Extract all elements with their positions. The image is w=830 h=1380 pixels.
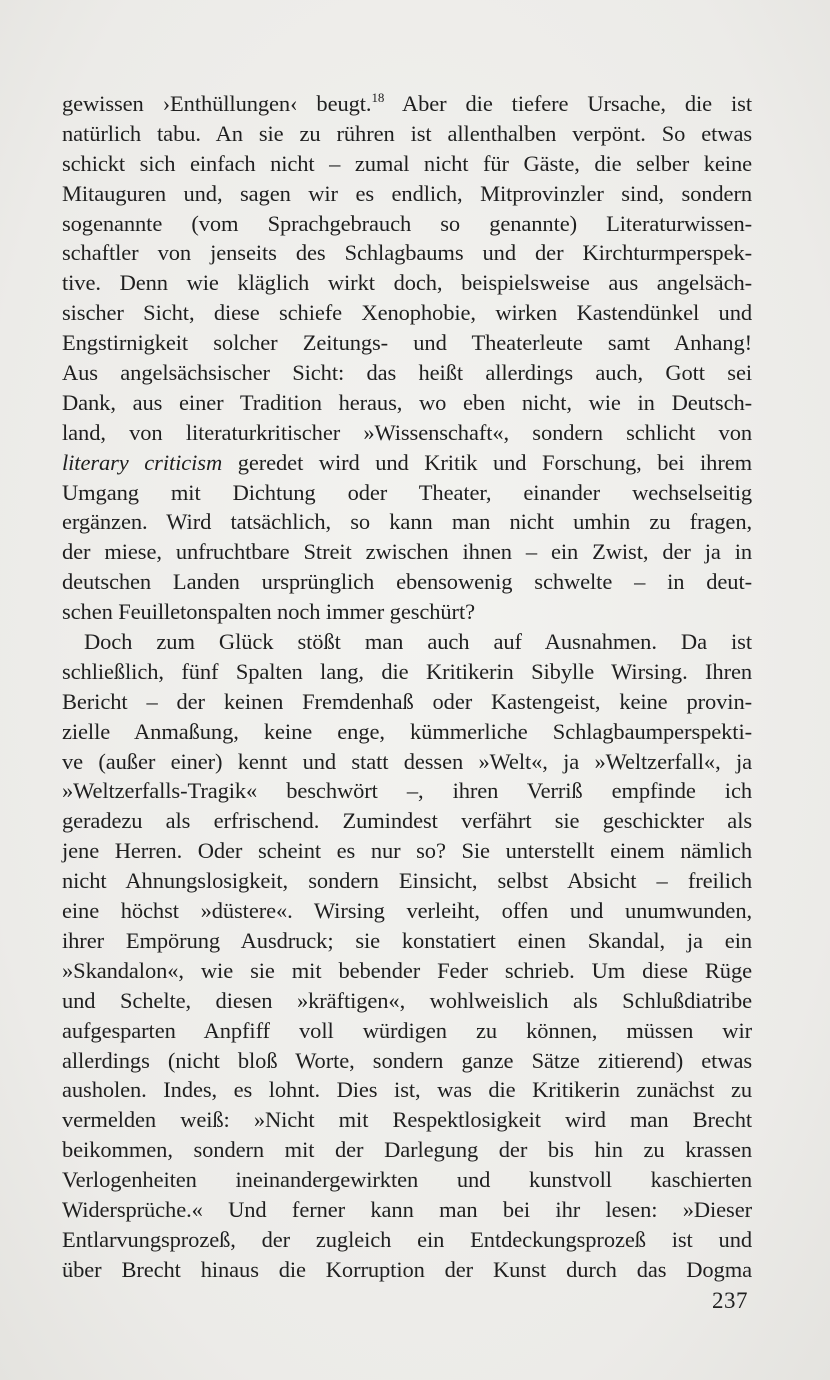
body-text [62,89,752,1285]
text-segment: Mitauguren und, sagen wir es endlich, Mitprovinzler sind, sondern [62,180,752,206]
text-line [62,268,752,298]
text-segment: geradezu als erfrischend. Zumindest verfährt sie geschickter als [62,808,752,834]
text-segment: land, von literaturkritischer »Wissenschaft«, sondern schlicht von [62,419,752,445]
text-line [62,89,752,119]
text-line [62,567,752,597]
text-line [62,866,752,896]
italic-text: literary criticism [62,449,223,475]
text-segment: schen Feuilletonspalten noch immer geschürt? [62,599,475,625]
text-line [62,806,752,836]
text-line [62,926,752,956]
text-segment: Verlogenheiten ineinandergewirkten und kunstvoll kaschierten [62,1167,752,1193]
text-segment: eine höchst »düstere«. Wirsing verleiht, offen und unumwunden, [62,898,752,924]
text-line [62,1105,752,1135]
text-segment: sogenannte (vom Sprachgebrauch so genannte) Literaturwissen- [62,210,752,236]
text-line [62,717,752,747]
text-segment: aufgesparten Anpfiff voll würdigen zu können, müssen wir [62,1017,752,1043]
text-segment: Entlarvungsprozeß, der zugleich ein Entdeckungsprozeß ist und [62,1226,752,1252]
text-segment: deutschen Landen ursprünglich ebensowenig schwelte – in deut- [62,569,752,595]
text-line [62,896,752,926]
text-segment: ergänzen. Wird tatsächlich, so kann man nicht umhin zu fragen, [62,509,752,535]
text-line [62,1016,752,1046]
page-number: 237 [712,1288,748,1313]
text-segment: Dank, aus einer Tradition heraus, wo eben nicht, wie in Deutsch- [62,389,752,415]
text-segment: der miese, unfruchtbare Streit zwischen ihnen – ein Zwist, der ja in [62,539,752,565]
text-segment: Widersprüche.« Und ferner kann man bei ihr lesen: »Dieser [62,1196,752,1222]
text-line [62,448,752,478]
text-line [62,298,752,328]
footnote-ref: 18 [371,90,385,105]
text-segment: schließlich, fünf Spalten lang, die Kritikerin Sibylle Wirsing. Ihren [62,658,752,684]
text-line [62,1255,752,1285]
text-line [62,179,752,209]
text-line [62,478,752,508]
text-segment: Umgang mit Dichtung oder Theater, einander wechselseitig [62,479,752,505]
text-line [62,149,752,179]
text-line [62,747,752,777]
text-line [62,687,752,717]
text-segment: beikommen, sondern mit der Darlegung der bis hin zu krassen [62,1137,752,1163]
text-segment: vermelden weiß: »Nicht mit Respektlosigkeit wird man Brecht [62,1107,752,1133]
text-line [62,328,752,358]
text-segment: nicht Ahnungslosigkeit, sondern Einsicht, selbst Absicht – freilich [62,868,752,894]
text-segment: jene Herren. Oder scheint es nur so? Sie unterstellt einem nämlich [62,838,752,864]
text-segment: natürlich tabu. An sie zu rühren ist allenthalben verpönt. So etwas [62,120,752,146]
text-segment: schickt sich einfach nicht – zumal nicht für Gäste, die selber keine [62,150,752,176]
text-segment: ve (außer einer) kennt und statt dessen »Welt«, ja »Weltzerfall«, ja [62,748,752,774]
text-line [62,238,752,268]
text-line [62,627,752,657]
text-line [62,657,752,687]
text-segment: zielle Anmaßung, keine enge, kümmerliche Schlagbaumperspekti- [62,718,752,744]
text-segment: über Brecht hinaus die Korruption der Kunst durch das Dogma [62,1256,752,1282]
text-line [62,956,752,986]
text-line [62,836,752,866]
text-segment: »Weltzerfalls-Tragik« beschwört –, ihren Verriß empfinde ich [62,778,752,804]
text-segment: Doch zum Glück stößt man auch auf Ausnahmen. Da ist [84,629,752,655]
text-segment: geredet wird und Kritik und Forschung, bei ihrem [222,449,752,475]
text-line [62,1195,752,1225]
text-line [62,418,752,448]
text-segment: Aus angelsächsischer Sicht: das heißt allerdings auch, Gott sei [62,360,752,386]
text-line [62,986,752,1016]
text-segment: schaftler von jenseits des Schlagbaums und der Kirchturmperspek- [62,240,752,266]
text-line [62,119,752,149]
text-segment: Bericht – der keinen Fremdenhaß oder Kastengeist, keine provin- [62,688,752,714]
text-segment: Aber die tiefere Ursache, die ist [384,91,752,116]
text-segment: sischer Sicht, diese schiefe Xenophobie, wirken Kastendünkel und [62,300,752,326]
text-line [62,507,752,537]
text-line [62,209,752,239]
text-segment: gewissen ›Enthüllungen‹ beugt. [62,91,372,116]
text-segment: Engstirnigkeit solcher Zeitungs- und Theaterleute samt Anhang! [62,330,752,356]
text-line [62,1075,752,1105]
text-line [62,776,752,806]
text-segment: allerdings (nicht bloß Worte, sondern ganze Sätze zitierend) etwas [62,1047,752,1073]
text-line [62,1135,752,1165]
text-segment: ausholen. Indes, es lohnt. Dies ist, was die Kritikerin zunächst zu [62,1077,752,1103]
text-line [62,1225,752,1255]
text-line [62,537,752,567]
text-segment: »Skandalon«, wie sie mit bebender Feder schrieb. Um diese Rüge [62,957,752,983]
text-line [62,358,752,388]
text-segment: und Schelte, diesen »kräftigen«, wohlweislich als Schlußdiatribe [62,987,752,1013]
text-segment: tive. Denn wie kläglich wirkt doch, beispielsweise aus angelsäch- [62,270,752,296]
text-line [62,388,752,418]
text-line [62,597,752,627]
text-segment: ihrer Empörung Ausdruck; sie konstatiert einen Skandal, ja ein [62,927,752,953]
text-line [62,1046,752,1076]
text-line [62,1165,752,1195]
